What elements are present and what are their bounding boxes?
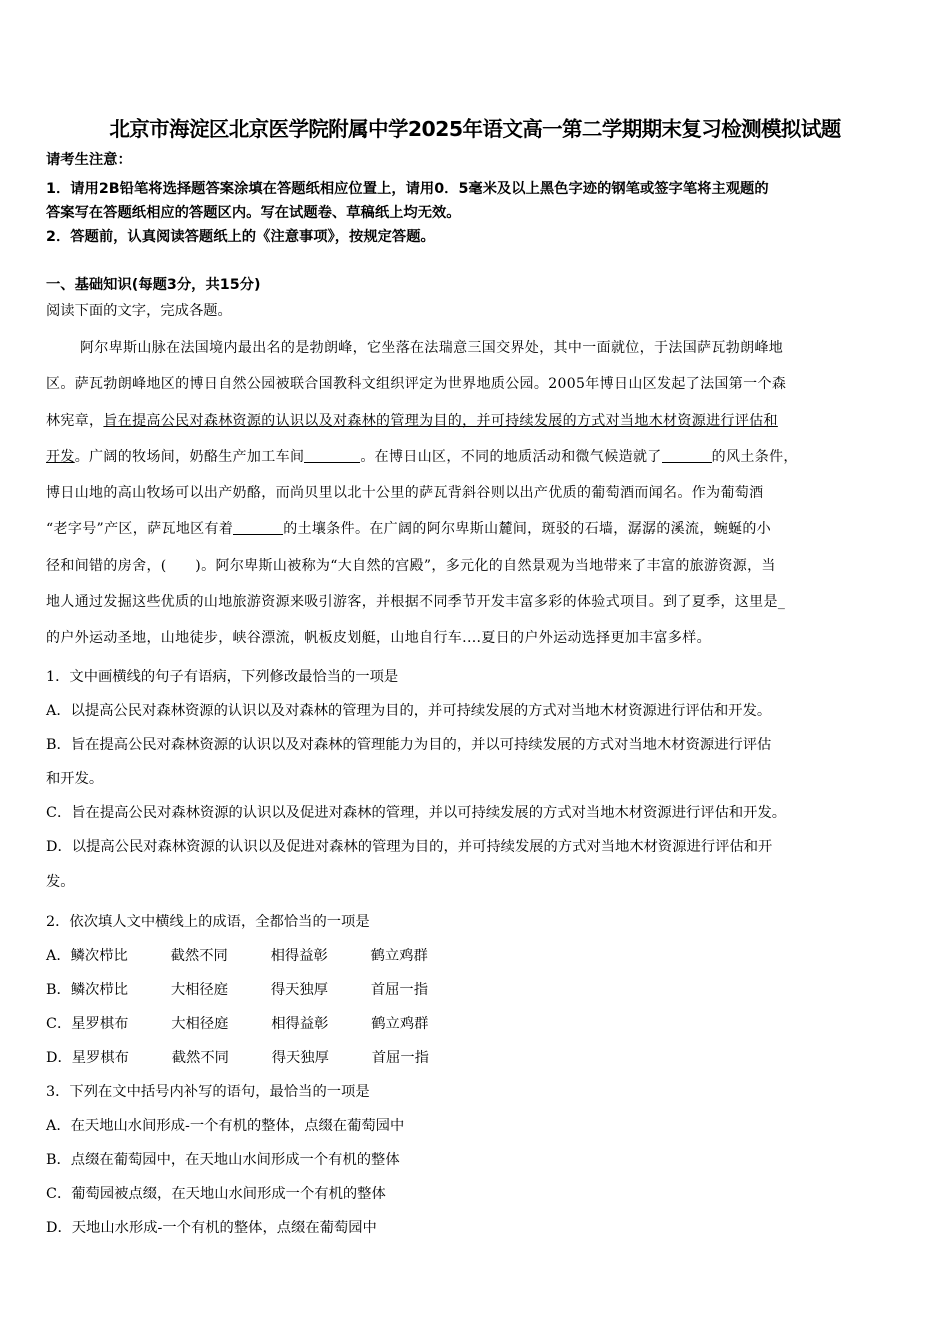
option-label: B． (46, 982, 71, 999)
idiom: 截然不同 (171, 1050, 229, 1067)
passage-text: 的风土条件， (711, 448, 798, 465)
idiom: 大相径庭 (170, 982, 228, 999)
option-label: D． (46, 1050, 72, 1067)
passage-line (46, 403, 906, 439)
fill-blank-2 (662, 448, 712, 463)
question-stem: 2．依次填人文中横线上的成语，全都恰当的一项是 (46, 914, 370, 930)
idiom: 首屈一指 (371, 1050, 429, 1067)
option-d-cont: 发。 (46, 873, 75, 890)
passage-text: 的土壤条件。在广阔的阿尔卑斯山麓间，斑驳的石墙，潺潺的溪流，蜿蜒的小 (283, 521, 772, 538)
question-3 (46, 1075, 916, 1245)
option-c (46, 1007, 916, 1041)
idiom: 鹤立鸡群 (370, 948, 428, 965)
notice-line-1a: 1．请用2B铅笔将选择题答案涂填在答题纸相应位置上，请用0．5毫米及以上黑色字迹的钢笔或签字笔将主观题的 (46, 181, 769, 197)
reading-instruction: 阅读下面的文字，完成各题。 (46, 303, 232, 319)
passage-line: 的户外运动圣地，山地徒步，峡谷漂流，帆板皮划艇，山地自行车....夏日的户外运动选择更加丰富多样。 (46, 630, 711, 647)
idiom: 鹤立鸡群 (371, 1016, 429, 1033)
idiom: 鳞次栉比 (70, 948, 128, 965)
option-a (46, 939, 916, 973)
passage-line: 阿尔卑斯山脉在法国境内最出名的是勃朗峰，它坐落在法瑞意三国交界处，其中一面就位，于法国萨瓦勃朗峰地 (80, 340, 784, 356)
section-heading: 一、基础知识(每题3分，共15分) (46, 277, 261, 293)
option-label: A． (46, 948, 71, 965)
passage-line: 径和间错的房舍，( )。阿尔卑斯山被称为“大自然的宫殿”，多元化的自然景观为当地带来了丰富的旅游资源，当 (46, 557, 776, 574)
passage-line (46, 439, 906, 475)
notice-line-1b: 答案写在答题纸相应的答题区内。写在试题卷、草稿纸上均无效。 (46, 205, 461, 221)
underlined-sentence: 旨在提高公民对森林资源的认识以及对森林的管理为目的，并可持续发展的方式对当地木材资源进行评估和 (103, 412, 778, 429)
exam-title: 北京市海淀区北京医学院附属中学2025年语文高一第二学期期末复习检测模拟试题 (109, 117, 841, 141)
passage-line: 地人通过发掘这些优质的山地旅游资源来吸引游客，并根据不同季节开发丰富多彩的体验式项目。到了夏季，这里是_ (46, 594, 786, 611)
option-b (46, 973, 916, 1007)
passage-line: 区。萨瓦勃朗峰地区的博日自然公园被联合国教科文组织评定为世界地质公园。2005年博日山区发起了法国第一个森 (46, 376, 787, 393)
passage-text: “老字号”产区，萨瓦地区有着 (46, 521, 234, 538)
passage-text: 林宪章， (46, 412, 104, 429)
idiom: 得天独厚 (270, 982, 328, 999)
idiom: 星罗棋布 (71, 1050, 129, 1067)
fill-blank-3 (233, 520, 283, 535)
idiom: 得天独厚 (271, 1050, 329, 1067)
notice-line-2: 2．答题前，认真阅读答题纸上的《注意事项》，按规定答题。 (46, 229, 435, 245)
idiom: 相得益彰 (270, 948, 328, 965)
option-b: B．旨在提高公民对森林资源的认识以及对森林的管理能力为目的，并以可持续发展的方式对当地木材资源进行评估 (46, 737, 772, 754)
passage-line (46, 511, 906, 547)
option-c: C．葡萄园被点缀，在天地山水间形成一个有机的整体 (46, 1186, 386, 1203)
idiom: 相得益彰 (271, 1016, 329, 1033)
idiom: 星罗棋布 (71, 1016, 129, 1033)
idiom: 鳞次栉比 (70, 982, 128, 999)
idiom: 首屈一指 (370, 982, 428, 999)
option-b: B．点缀在葡萄园中，在天地山水间形成一个有机的整体 (46, 1152, 400, 1169)
option-b-cont: 和开发。 (46, 771, 104, 788)
fill-blank-1 (304, 448, 360, 463)
reading-passage (46, 330, 906, 657)
passage-text: 。广阔的牧场间，奶酪生产加工车间 (74, 448, 305, 465)
option-d: D．天地山水形成-一个有机的整体，点缀在葡萄园中 (46, 1220, 377, 1237)
passage-line: 博日山地的高山牧场可以出产奶酪，而尚贝里以北十公里的萨瓦背斜谷则以出产优质的葡萄酒而闻名。作为葡萄酒 (46, 485, 764, 502)
notice-heading: 请考生注意： (46, 152, 132, 168)
question-stem: 3．下列在文中括号内补写的语句，最恰当的一项是 (46, 1084, 370, 1100)
option-a: A．以提高公民对森林资源的认识以及对森林的管理为目的，并可持续发展的方式对当地木材资源进行评估和开发。 (46, 703, 772, 720)
idiom: 大相径庭 (171, 1016, 229, 1033)
option-d (46, 1041, 916, 1075)
option-a: A．在天地山水间形成-一个有机的整体，点缀在葡萄园中 (46, 1118, 405, 1135)
question-stem: 1．文中画横线的句子有语病，下列修改最恰当的一项是 (46, 669, 399, 685)
option-label: C． (46, 1016, 72, 1033)
passage-text: 。在博日山区，不同的地质活动和微气候造就了 (360, 448, 662, 465)
option-d: D．以提高公民对森林资源的认识以及促进对森林的管理为目的，并可持续发展的方式对当地木材资源进行评估和开 (46, 839, 773, 856)
option-c: C．旨在提高公民对森林资源的认识以及促进对森林的管理，并以可持续发展的方式对当地木材资源进行评估和开发。 (46, 805, 787, 822)
idiom: 截然不同 (170, 948, 228, 965)
question-2 (46, 905, 916, 1075)
underlined-sentence: 开发 (46, 448, 75, 465)
notice-block (46, 148, 906, 249)
question-1 (46, 660, 916, 899)
